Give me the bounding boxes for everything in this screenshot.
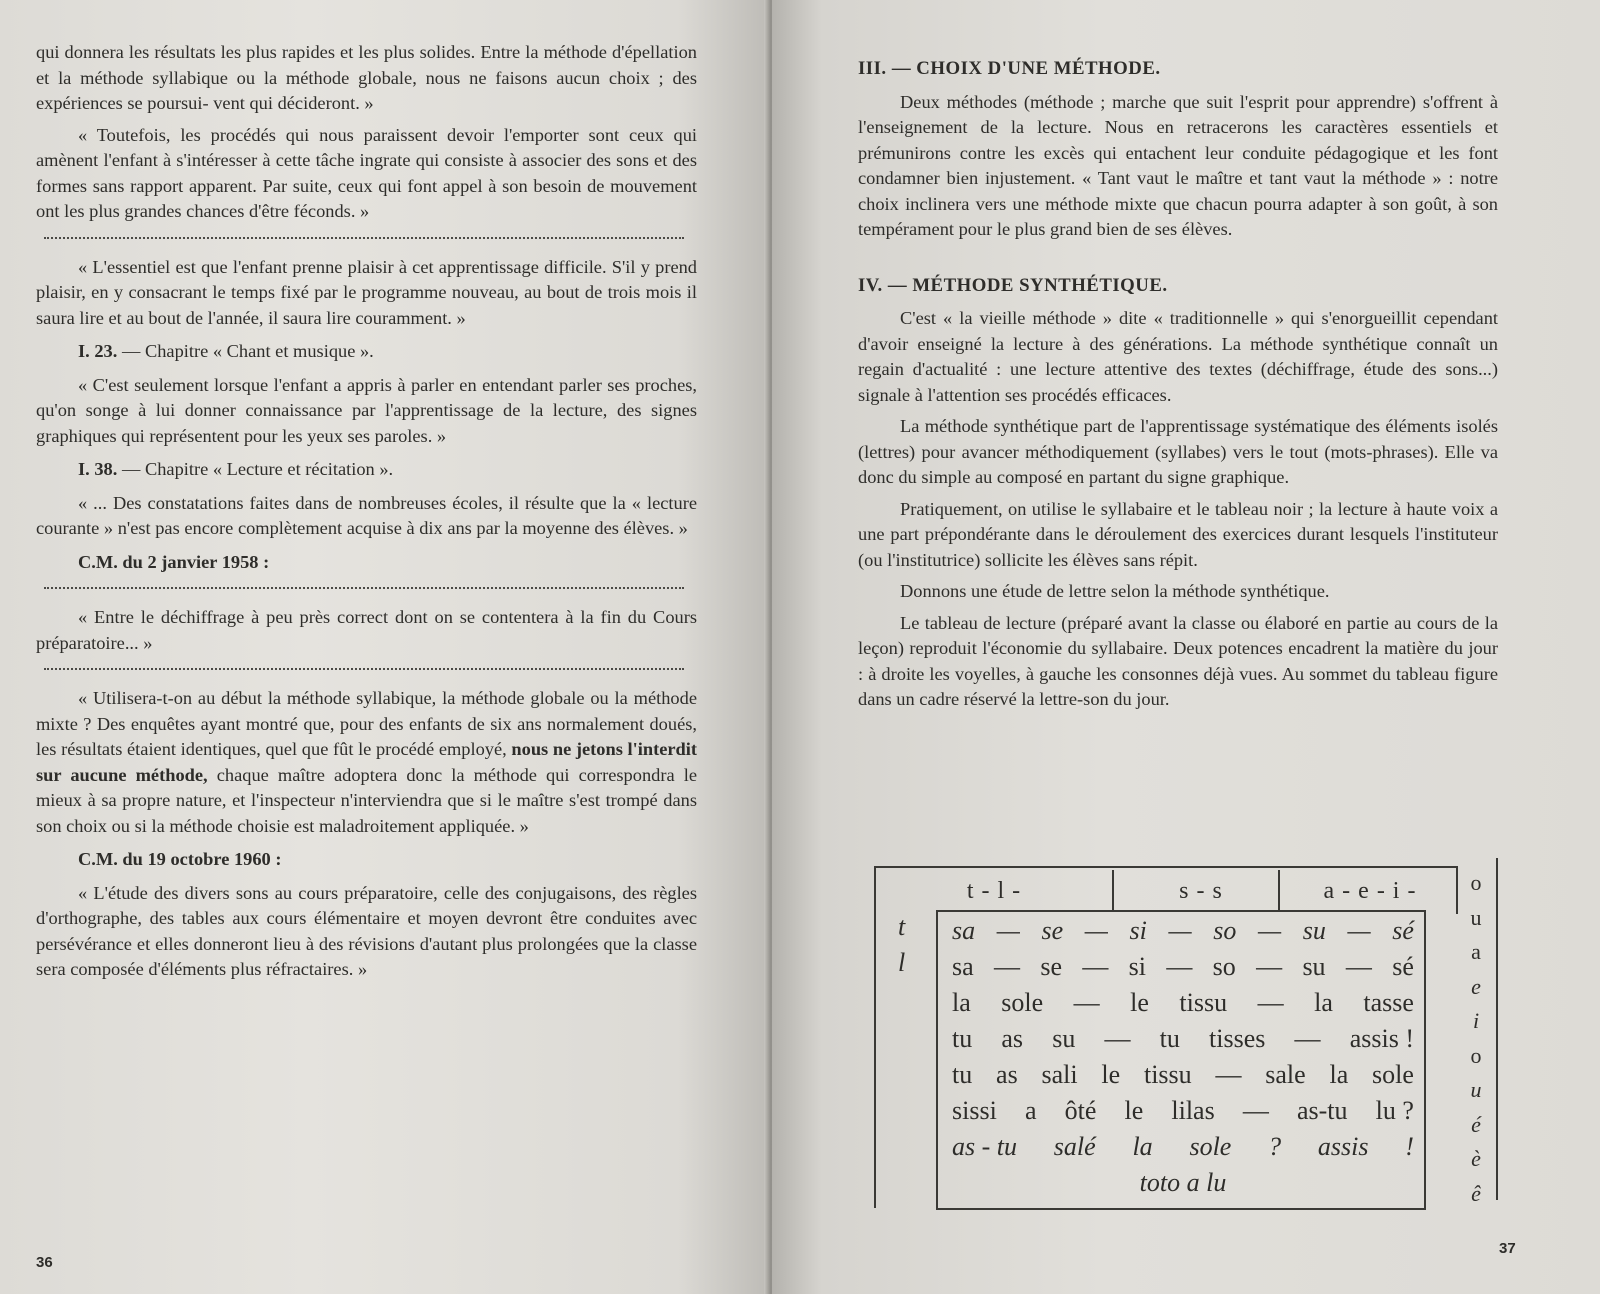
text-line: qui donnera les résultats les plus rapides et les plus solides. Entre	[36, 42, 521, 62]
section-heading	[36, 339, 697, 365]
word: su	[1302, 952, 1326, 981]
word: sole	[1001, 988, 1044, 1017]
right-column	[858, 56, 1498, 719]
header-separator	[1278, 870, 1280, 912]
word: ?	[1268, 1132, 1282, 1161]
paragraph: Pratiquement, on utilise le syllabaire et le tableau noir ; la lecture à haute voix a une part prépondérante dans le déroulement des exercices durant lesquels l'instituteur (ou l'institutrice) sollicite les élèves sans répit.	[858, 498, 1498, 570]
word: la	[1314, 988, 1333, 1017]
word: sale	[1265, 1060, 1306, 1089]
vowel: é	[1471, 1111, 1481, 1137]
header-cell: s - s	[1179, 878, 1223, 904]
left-page	[0, 0, 770, 1294]
dotted-separator	[44, 237, 684, 239]
left-column	[36, 40, 697, 989]
page-number: 36	[36, 1254, 53, 1271]
word: —	[1168, 916, 1192, 945]
word: lu ?	[1375, 1096, 1414, 1125]
vowel: è	[1471, 1146, 1481, 1171]
word: —	[1082, 952, 1109, 981]
word: so	[1213, 916, 1237, 945]
word: sissi	[952, 1096, 997, 1125]
word: —	[1104, 1024, 1131, 1053]
section-heading	[36, 457, 697, 483]
dotted-separator	[44, 587, 684, 589]
word: toto a lu	[1139, 1168, 1227, 1197]
vowel: ê	[1471, 1180, 1481, 1206]
vowel: i	[1472, 1008, 1480, 1033]
paragraph: « ... Des constatations faites dans de nombreuses écoles, il résulte que la « lecture courante » n'est pas encore complètement acquise à dix ans par la moyenne des élèves. »	[36, 492, 697, 538]
word: la	[1329, 1060, 1349, 1089]
word: se	[1041, 916, 1064, 945]
word: tasse	[1363, 988, 1414, 1017]
section-heading	[36, 847, 697, 873]
word: la	[1132, 1132, 1153, 1161]
word: assis	[1317, 1132, 1369, 1161]
word: sa	[952, 916, 976, 945]
reading-table	[874, 866, 1514, 1214]
left-gallows	[874, 912, 876, 1208]
word: sole	[1372, 1060, 1414, 1089]
word: —	[996, 916, 1020, 945]
paragraph: « C'est seulement lorsque l'enfant a appris à parler en entendant parler ses proches, qu'on songe à lui donner connaissance par l'apprentissage de la lecture, des signes graphiques qui représentent pour les yeux ses paroles. »	[36, 374, 697, 446]
word: tisses	[1209, 1024, 1266, 1053]
word: salé	[1053, 1132, 1096, 1161]
word: —	[1347, 916, 1371, 945]
paragraph: « Entre le déchiffrage à peu près correct dont on se contentera à la fin du Cours préparatoire... »	[36, 607, 697, 653]
vowel: u	[1470, 904, 1482, 930]
paragraph: « L'essentiel est que l'enfant prenne plaisir à cet apprentissage difficile. S'il y prend plaisir, en y consacrant le temps fixé par le programme nouveau, au bout de trois mois il saura lire et au bout de l'année, il saura lire couramment. »	[36, 256, 697, 328]
word: —	[994, 952, 1020, 981]
word: as	[996, 1060, 1018, 1089]
word: si	[1129, 916, 1147, 945]
text-line: vent qui décideront. »	[213, 93, 374, 113]
word: —	[1084, 916, 1108, 945]
word: ôté	[1064, 1096, 1097, 1125]
heading-text: — Chapitre « Chant et musique ».	[121, 341, 374, 361]
paragraph: C'est « la vieille méthode » dite « traditionnelle » qui s'enorgueillit cependant d'avoir enseigné la lecture à des générations. La méthode synthétique connaît un regain d'actualité : une lecture attentive des textes (déchiffrage, étude des sons...) signale à l'attention ses procédés efficaces.	[858, 308, 1498, 405]
word: a	[1024, 1096, 1037, 1125]
word: sa	[952, 952, 974, 981]
paragraph: La méthode synthétique part de l'apprentissage systématique des éléments isolés (lettres) pour avancer méthodiquement (syllabes) vers le tout (mots-phrases). Elle va donc du simple au composé en partant du signe graphique.	[858, 416, 1498, 487]
paragraph: « Toutefois, les procédés qui nous paraissent devoir l'emporter sont ceux qui amènent l'enfant à s'intéresser à cette tâche ingrate qui consiste à associer des sons et des formes sans rapport apparent. Par suite, ceux qui font appel à son besoin de mouvement ont les plus grandes chances d'être féconds. »	[36, 124, 697, 221]
word: tissu	[1179, 988, 1228, 1017]
word: sé	[1392, 916, 1414, 945]
word: tu	[1159, 1024, 1180, 1053]
heading-ref: I. 23.	[78, 341, 118, 361]
vowel: u	[1470, 1077, 1482, 1102]
consonant: t	[898, 912, 906, 941]
word: su	[1302, 916, 1326, 945]
paragraph	[36, 40, 697, 117]
sentence-line	[952, 1060, 1414, 1090]
word: tissu	[1143, 1060, 1192, 1089]
word: —	[1256, 952, 1283, 981]
right-gallows	[1496, 858, 1498, 1200]
word: assis !	[1349, 1024, 1414, 1053]
consonant: l	[898, 948, 906, 977]
paragraph: « L'étude des divers sons au cours préparatoire, celle des conjugaisons, des règles d'orthographe, des tables aux cours élémentaire et moyen devront être conduites avec persévérance et elles donneront lieu à des révisions d'autant plus prolongées que la classe sera composée d'éléments plus réfractaires. »	[36, 882, 697, 979]
text-line: globale, nous ne faisons aucun choix ; des expériences se poursui-	[36, 67, 697, 113]
word: —	[1345, 952, 1372, 981]
right-page	[772, 0, 1600, 1294]
header-separator	[1112, 870, 1114, 912]
dotted-separator	[44, 668, 684, 670]
word: as - tu	[952, 1132, 1017, 1161]
paragraph: Deux méthodes (méthode ; marche que suit l'esprit pour apprendre) s'offrent à l'enseignement de la lecture. Nous en retracerons les caractères essentiels et prémunirons contre les excès qui entachent leur conduite pédagogique et les font condamner bien injustement. « Tant vaut le maître et tant vaut la méthode » : notre choix inclinera vers une méthode mixte que chacun pourra adapter à son goût, à son tempérament pour le plus grand bien de ses élèves.	[858, 91, 1498, 239]
word: la	[952, 988, 971, 1017]
syllable-line	[952, 952, 1414, 982]
sentence-line	[952, 1132, 1414, 1162]
table-header-frame	[874, 866, 1458, 914]
word: as-tu	[1296, 1096, 1348, 1125]
word: —	[1215, 1060, 1242, 1089]
heading-text: — Chapitre « Lecture et récitation ».	[121, 459, 394, 479]
vowel: o	[1470, 870, 1482, 895]
vowel: o	[1470, 1042, 1482, 1068]
sentence-line	[952, 1024, 1414, 1054]
word: le	[1130, 988, 1149, 1017]
word: —	[1073, 988, 1100, 1017]
section-title: III. — CHOIX D'UNE MÉTHODE.	[858, 58, 1161, 79]
word: !	[1405, 1132, 1414, 1161]
paragraph: Donnons une étude de lettre selon la méthode synthétique.	[900, 581, 1330, 601]
word: —	[1166, 952, 1193, 981]
page-number: 37	[1499, 1240, 1516, 1257]
word: so	[1212, 952, 1236, 981]
word: —	[1257, 988, 1284, 1017]
word: se	[1040, 952, 1062, 981]
vowel-column	[1456, 866, 1496, 1211]
heading-text: C.M. du 19 octobre 1960 :	[78, 849, 282, 869]
heading-ref: I. 38.	[78, 459, 118, 479]
bold-emphasis: nous ne jetons l'interdit sur aucune méthode,	[36, 739, 697, 785]
header-cell: a - e - i -	[1323, 878, 1417, 904]
word: sali	[1041, 1060, 1078, 1089]
paragraph-part: « Utilisera-t-on au début la méthode syllabique, la méthode globale ou la méthode mixte ? Des enquêtes ayant montré que, pour des enfants de six ans normalement doués, les résultats étaient identiques, quel que fût le procédé employé,	[36, 688, 697, 759]
word: tu	[952, 1060, 973, 1089]
sentence-line	[952, 1168, 1414, 1198]
vowel: e	[1471, 973, 1481, 999]
sentence-line	[952, 988, 1414, 1018]
word: lilas	[1171, 1096, 1215, 1125]
vowel: a	[1471, 939, 1481, 964]
word: le	[1124, 1096, 1144, 1125]
paragraph	[36, 686, 697, 839]
word: su	[1052, 1024, 1076, 1053]
word: —	[1242, 1096, 1269, 1125]
section-heading	[36, 550, 697, 576]
syllable-box	[936, 910, 1426, 1210]
heading-text: C.M. du 2 janvier 1958 :	[78, 551, 270, 572]
word: as	[1001, 1024, 1024, 1053]
syllable-line	[952, 916, 1414, 946]
sentence-line	[952, 1096, 1414, 1126]
word: si	[1128, 952, 1146, 981]
word: —	[1294, 1024, 1321, 1053]
word: sole	[1189, 1132, 1232, 1161]
word: —	[1258, 916, 1282, 945]
paragraph: Le tableau de lecture (préparé avant la classe ou élaboré en partie au cours de la leçon) reproduit l'économie du syllabaire. Deux potences encadrent la matière du jour : à droite les voyelles, à gauche les consonnes déjà vues. Au sommet du tableau figure dans un cadre réservé la lettre-son du jour.	[858, 612, 1498, 709]
word: le	[1101, 1060, 1121, 1089]
header-cell: t - l -	[966, 878, 1022, 904]
word: tu	[952, 1024, 973, 1053]
text-line: la méthode d'épellation et la méthode syllabique ou la méthode	[36, 42, 697, 88]
section-title: IV. — MÉTHODE SYNTHÉTIQUE.	[858, 274, 1168, 296]
word: sé	[1392, 952, 1414, 981]
paragraph-part: chaque maître adoptera donc la méthode qui correspondra le mieux à sa propre nature, et l'inspecteur n'interviendra que si le maître s'est trompé dans son choix ou si la méthode choisie est maladroitement appliquée. »	[36, 764, 697, 836]
